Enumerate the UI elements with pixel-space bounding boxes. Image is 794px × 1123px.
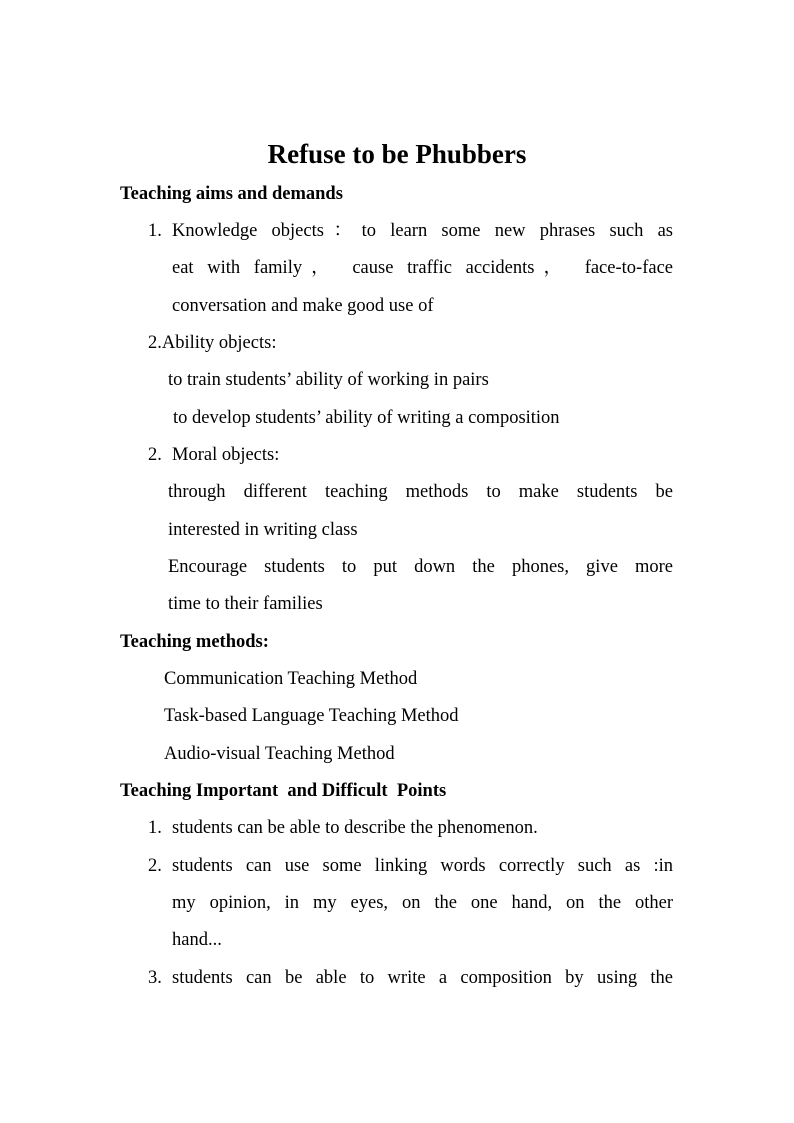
points-item3-number: 3. xyxy=(148,968,162,988)
points-item2-line: students can use some linking words correctly such as :in xyxy=(172,856,673,876)
points-item2-line: hand... xyxy=(172,930,222,950)
points-item1-line: students can be able to describe the phenomenon. xyxy=(172,818,538,838)
document-title: Refuse to be Phubbers xyxy=(267,139,527,169)
aims-item2-heading: 2.Ability objects: xyxy=(148,333,277,353)
aims-item3-line: interested in writing class xyxy=(168,520,358,540)
aims-item3-line: Encourage students to put down the phones, give more xyxy=(168,557,673,577)
aims-item1-line: eat with family， cause traffic accidents， face-to-face xyxy=(172,258,673,278)
aims-item1-number: 1. xyxy=(148,221,162,241)
method-item: Audio-visual Teaching Method xyxy=(164,744,395,764)
aims-item2-line: to train students’ ability of working in pairs xyxy=(168,370,489,390)
aims-item3-heading: Moral objects: xyxy=(172,445,280,465)
method-item: Task-based Language Teaching Method xyxy=(164,706,459,726)
section-heading-methods: Teaching methods: xyxy=(120,632,269,652)
points-item2-line: my opinion, in my eyes, on the one hand, on the other xyxy=(172,893,673,913)
section-heading-aims: Teaching aims and demands xyxy=(120,184,343,204)
aims-item1-line: Knowledge objects：to learn some new phrases such as xyxy=(172,221,673,241)
aims-item3-line: through different teaching methods to make students be xyxy=(168,482,673,502)
section-heading-points: Teaching Important and Difficult Points xyxy=(120,781,447,801)
aims-item2-line: to develop students’ ability of writing a composition xyxy=(173,408,560,428)
method-item: Communication Teaching Method xyxy=(164,669,418,689)
points-item2-number: 2. xyxy=(148,856,162,876)
aims-item3-number: 2. xyxy=(148,445,162,465)
points-item1-number: 1. xyxy=(148,818,162,838)
points-item3-line: students can be able to write a composition by using the xyxy=(172,968,673,988)
aims-item3-line: time to their families xyxy=(168,594,323,614)
aims-item1-line: conversation and make good use of xyxy=(172,296,434,316)
